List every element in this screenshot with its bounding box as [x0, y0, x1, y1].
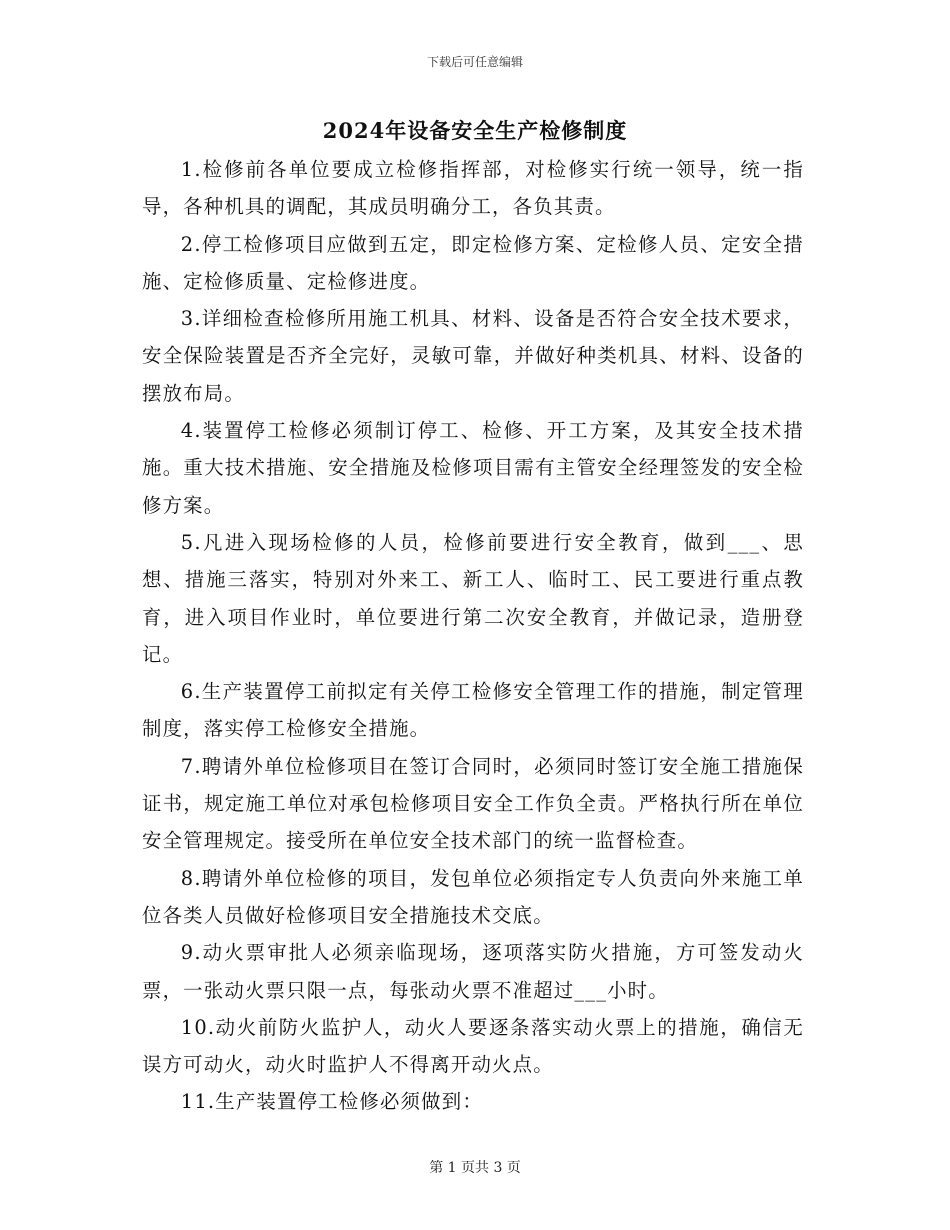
paragraph-4: 4.装置停工检修必须制订停工、检修、开工方案，及其安全技术措施。重大技术措施、安全措施及检修项目需有主管安全经理签发的安全检修方案。 [142, 419, 804, 517]
paragraph-8: 8.聘请外单位检修的项目，发包单位必须指定专人负责向外来施工单位各类人员做好检修项目安全措施技术交底。 [142, 866, 804, 927]
paragraph-10: 10.动火前防火监护人，动火人要逐条落实动火票上的措施，确信无误方可动火，动火时监护人不得离开动火点。 [142, 1015, 804, 1077]
paragraph-11: 11.生产装置停工检修必须做到： [180, 1090, 483, 1114]
document-title: 2024年设备安全生产检修制度 [322, 118, 628, 143]
paragraph-6: 6.生产装置停工前拟定有关停工检修安全管理工作的措施，制定管理制度，落实停工检修安全措施。 [142, 680, 804, 741]
header-note: 下载后可任意编辑 [426, 55, 523, 69]
paragraph-5: 5.凡进入现场检修的人员，检修前要进行安全教育，做到___、思想、措施三落实，特别对外来工、新工人、临时工、民工要进行重点教育，进入项目作业时，单位要进行第二次安全教育，并做记录，造册登记。 [142, 530, 804, 666]
paragraph-9: 9.动火票审批人必须亲临现场，逐项落实防火措施，方可签发动火票，一张动火票只限一点，每张动火票不准超过___小时。 [142, 941, 804, 1002]
paragraph-3: 3.详细检查检修所用施工机具、材料、设备是否符合安全技术要求，安全保险装置是否齐全完好，灵敏可靠，并做好种类机具、材料、设备的摆放布局。 [142, 307, 804, 405]
document-body [142, 151, 804, 1121]
paragraph-7: 7.聘请外单位检修项目在签订合同时，必须同时签订安全施工措施保证书，规定施工单位对承包检修项目安全工作负全责。严格执行所在单位安全管理规定。接受所在单位安全技术部门的统一监督检查。 [142, 754, 804, 853]
paragraph-2: 2.停工检修项目应做到五定，即定检修方案、定检修人员、定安全措施、定检修质量、定检修进度。 [142, 232, 804, 293]
paragraph-1: 1.检修前各单位要成立检修指挥部，对检修实行统一领导，统一指导，各种机具的调配，其成员明确分工，各负其责。 [142, 158, 804, 219]
page-footer: 第 1 页共 3 页 [429, 1160, 521, 1176]
